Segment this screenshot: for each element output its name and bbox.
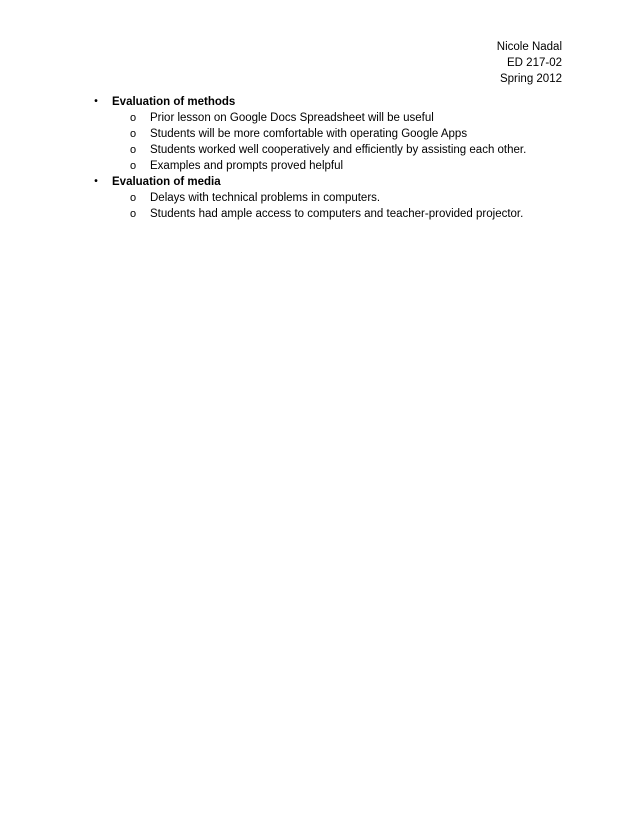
list-item-text: Students worked well cooperatively and efficiently by assisting each other. [150, 144, 527, 156]
list-item-text: Students had ample access to computers and teacher-provided projector. [150, 208, 524, 220]
section-evaluation-of-media [92, 174, 592, 222]
circle-bullet-icon [130, 206, 136, 222]
list-item [92, 158, 592, 174]
section-evaluation-of-methods [92, 94, 592, 174]
circle-bullet-icon [130, 158, 136, 174]
document-body [92, 94, 592, 222]
circle-bullet-icon [130, 110, 136, 126]
list-item-text: Delays with technical problems in computers. [150, 192, 381, 204]
bullet-icon [92, 174, 100, 190]
section-title [92, 174, 592, 190]
circle-bullet-icon [130, 126, 136, 142]
circle-bullet-icon [130, 142, 136, 158]
sub-list [92, 190, 592, 222]
list-item [92, 126, 592, 142]
list-item-text: Examples and prompts proved helpful [150, 160, 344, 172]
section-title [92, 94, 592, 110]
list-item [92, 110, 592, 126]
sub-list [92, 110, 592, 174]
circle-bullet-icon [130, 190, 136, 206]
bullet-icon [92, 94, 100, 110]
list-item [92, 206, 592, 222]
section-title-text: Evaluation of methods [112, 96, 236, 108]
author-name: Nicole Nadal [496, 41, 562, 53]
list-item [92, 142, 592, 158]
document-header [497, 39, 562, 87]
section-title-text: Evaluation of media [112, 176, 221, 188]
list-item [92, 190, 592, 206]
course-code: ED 217-02 [507, 57, 562, 69]
list-item-text: Prior lesson on Google Docs Spreadsheet will be useful [150, 112, 434, 124]
list-item-text: Students will be more comfortable with operating Google Apps [150, 128, 468, 140]
term: Spring 2012 [499, 73, 562, 85]
